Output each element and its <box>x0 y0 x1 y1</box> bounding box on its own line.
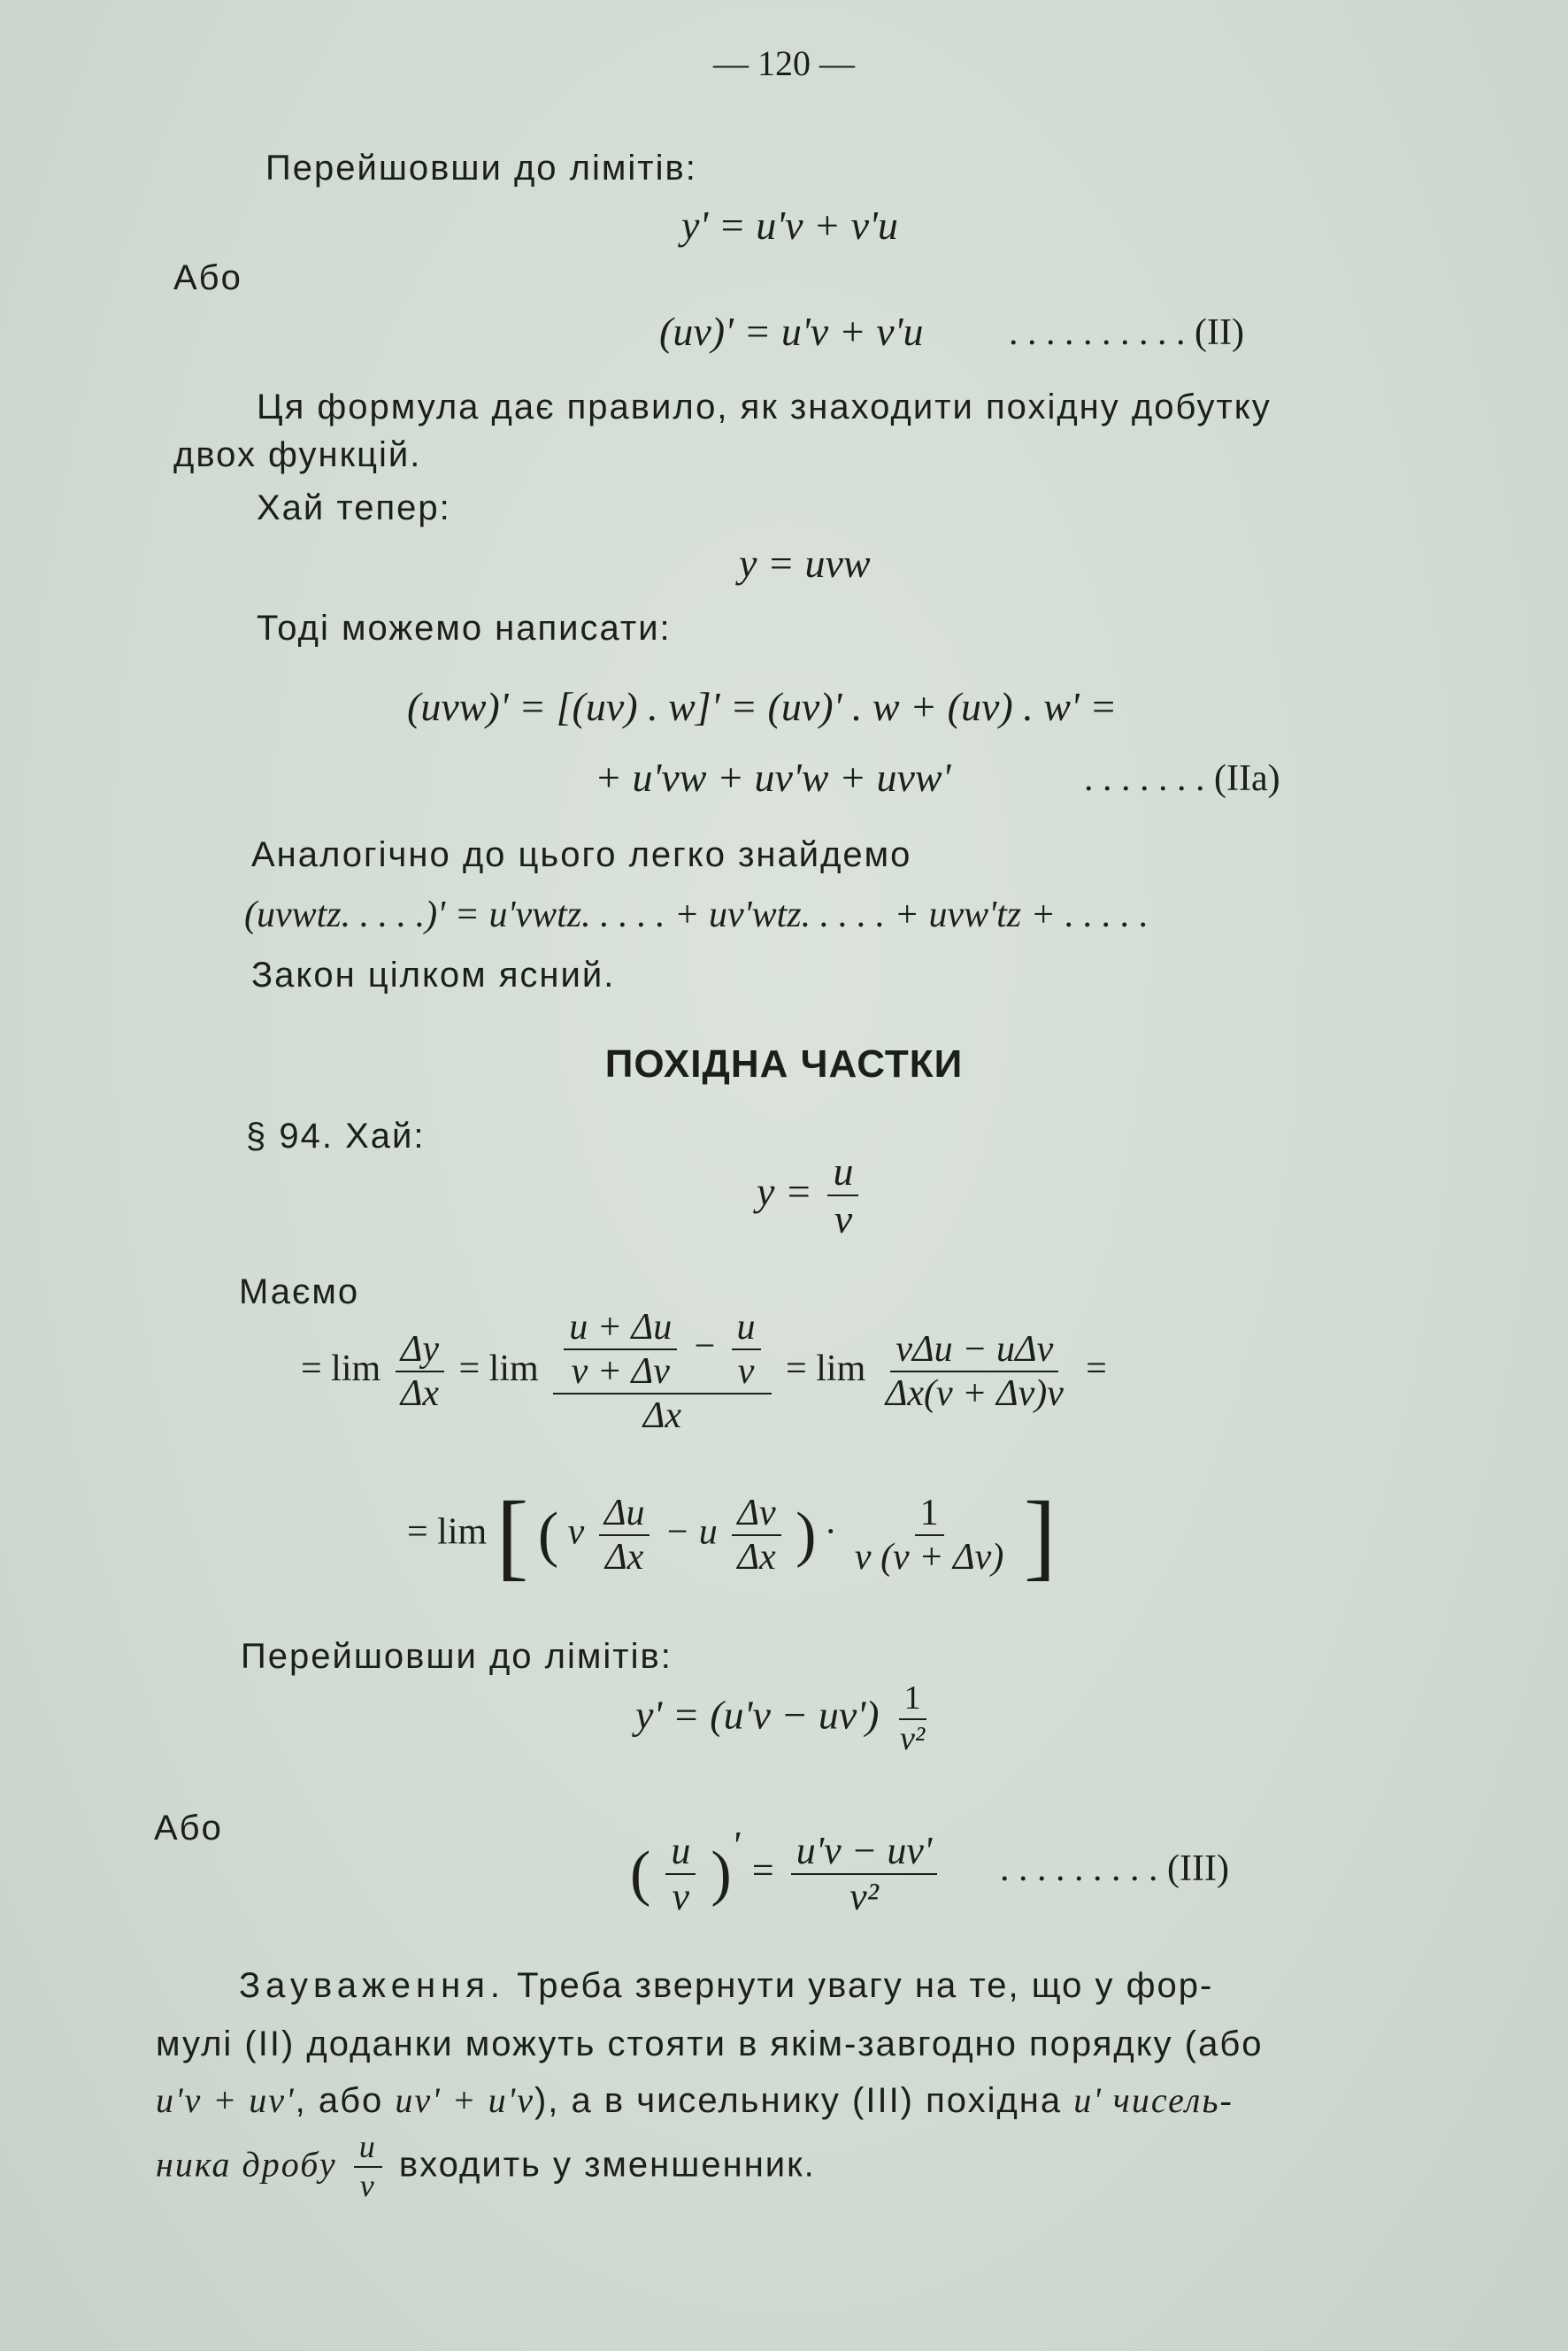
fraction-denominator: Δx <box>737 1537 776 1578</box>
formula-quotient-rule <box>630 1823 942 1917</box>
formula-y-uvw: y = uvw <box>739 541 871 586</box>
remark-line: мулі (II) доданки можуть стояти в якім-завгодно порядку (або <box>156 2024 1264 2063</box>
formula-limit-bracket <box>407 1481 1057 1589</box>
remark-formula: u' чисель- <box>1073 2080 1234 2120</box>
fraction <box>732 1494 780 1577</box>
fraction-denominator: v <box>834 1196 853 1242</box>
fraction-numerator: u <box>827 1150 858 1196</box>
text-line: § 94. Хай: <box>246 1117 426 1156</box>
prime-mark: ' <box>731 1824 741 1867</box>
formula-quotient-limit <box>635 1681 935 1757</box>
lim-label: = lim <box>301 1348 381 1389</box>
remark-line <box>156 2079 1234 2121</box>
fraction <box>396 1330 444 1413</box>
fraction-denominator: Δx <box>400 1373 439 1415</box>
formula-quotient-def <box>757 1150 864 1241</box>
fraction <box>665 1828 696 1918</box>
text-line: Перейшовши до лімітів: <box>241 1637 673 1676</box>
minus-sign: − <box>691 1325 718 1367</box>
open-paren: ( <box>630 1839 651 1908</box>
remark-text-italic: ника дробу <box>156 2144 337 2185</box>
text-line: Або <box>173 258 242 297</box>
fraction <box>895 1681 930 1757</box>
fraction-denominator: v (v + Δv) <box>854 1537 1004 1578</box>
formula-limit-derivation <box>301 1308 1109 1435</box>
fraction-denominator: Δx(v + Δv)v <box>885 1373 1064 1415</box>
remark-label: Зауваження. <box>239 1966 505 2005</box>
lim-label: = lim <box>407 1511 488 1553</box>
fraction-numerator: 1 <box>915 1494 944 1536</box>
fraction <box>599 1494 650 1577</box>
fraction <box>354 2131 382 2203</box>
fraction-denominator: v + Δv <box>571 1351 670 1393</box>
text-line: двох функцій. <box>173 435 422 474</box>
formula-product-limit: y' = u'v + v'u <box>681 203 898 248</box>
formula-triple-product-result: + u'vw + uv'w + uvw' <box>595 755 951 800</box>
open-paren: ( <box>537 1501 559 1569</box>
lim-label: = lim <box>786 1348 866 1389</box>
remark-formula: uv' + u'v <box>395 2080 534 2120</box>
fraction <box>732 1308 761 1391</box>
fraction-denominator: v² <box>899 1719 926 1757</box>
remark-text: , або <box>295 2081 396 2120</box>
lim-label: = lim <box>458 1348 539 1389</box>
fraction-denominator: v² <box>849 1874 879 1918</box>
remark-formula: u'v + uv' <box>156 2080 296 2120</box>
formula-general-product: (uvwtz. . . . .)' = u'vwtz. . . . . + uv'wtz. . . . . + uvw'tz + . . . . . <box>244 895 1149 935</box>
section-heading: ПОХІДНА ЧАСТКИ <box>604 1042 964 1086</box>
fraction-numerator: u <box>354 2131 382 2168</box>
text-line: Хай тепер: <box>257 488 451 527</box>
text-line: Аналогічно до цього легко знайдемо <box>251 835 912 874</box>
fraction <box>849 1494 1009 1577</box>
fraction-numerator: Δv <box>732 1494 780 1536</box>
fraction-numerator: 1 <box>899 1681 926 1720</box>
formula-product-rule: (uv)' = u'v + v'u <box>659 309 924 354</box>
fraction <box>791 1828 938 1918</box>
page-number: — 120 — <box>713 43 855 83</box>
remark-text: входить у зменшенник. <box>387 2145 816 2185</box>
compound-numerator <box>553 1308 771 1394</box>
formula-lhs: y = <box>757 1168 812 1214</box>
text-line: Маємо <box>239 1272 360 1311</box>
formula-tag-III: . . . . . . . . . (III) <box>1000 1848 1229 1889</box>
fraction <box>564 1308 677 1391</box>
fraction-denominator: Δx <box>604 1537 644 1578</box>
fraction-numerator: u <box>665 1831 696 1875</box>
fraction-numerator: vΔu − uΔv <box>890 1330 1058 1372</box>
text-line: Або <box>154 1809 223 1848</box>
close-paren: ) <box>711 1839 732 1908</box>
formula-lhs: y' = (u'v − uv') <box>635 1692 880 1738</box>
text-line: Ця формула дає правило, як знаходити похідну добутку <box>257 388 1272 426</box>
remark-text: Треба звернути увагу на те, що у фор- <box>504 1966 1214 2005</box>
text-line: Закон цілком ясний. <box>251 956 616 995</box>
compound-denominator: Δx <box>642 1395 682 1437</box>
term-minus-u: − u <box>664 1511 718 1553</box>
formula-tag-II: . . . . . . . . . . (II) <box>1009 312 1244 353</box>
fraction-denominator: v <box>359 2167 376 2203</box>
remark-text: ), а в чисельнику (III) похідна <box>534 2081 1074 2120</box>
close-paren: ) <box>796 1501 817 1569</box>
formula-tag-IIa: . . . . . . . (IIa) <box>1084 758 1280 799</box>
remark-line <box>156 2131 816 2203</box>
fraction-numerator: u + Δu <box>564 1308 677 1350</box>
term-v: v <box>567 1511 585 1553</box>
open-bracket: [ <box>496 1481 529 1589</box>
dot-operator: · <box>825 1511 835 1553</box>
compound-fraction <box>553 1308 771 1435</box>
fraction-numerator: Δy <box>396 1330 444 1372</box>
fraction-numerator: Δu <box>599 1494 650 1536</box>
fraction-numerator: u <box>732 1308 761 1350</box>
text-line: Перейшовши до лімітів: <box>265 149 697 188</box>
fraction-denominator: v <box>737 1351 755 1393</box>
fraction <box>827 1150 858 1241</box>
fraction-numerator: u'v − uv' <box>791 1831 938 1875</box>
fraction-denominator: v <box>672 1874 690 1918</box>
text-line: Тоді можемо написати: <box>257 609 672 648</box>
close-bracket: ] <box>1023 1481 1057 1589</box>
remark-line <box>239 1966 1213 2006</box>
equals-sign: = <box>749 1848 776 1892</box>
fraction <box>880 1330 1069 1413</box>
equals-sign: = <box>1083 1348 1109 1389</box>
formula-triple-product: (uvw)' = [(uv) . w]' = (uv)' . w + (uv) . w' = <box>407 684 1118 729</box>
